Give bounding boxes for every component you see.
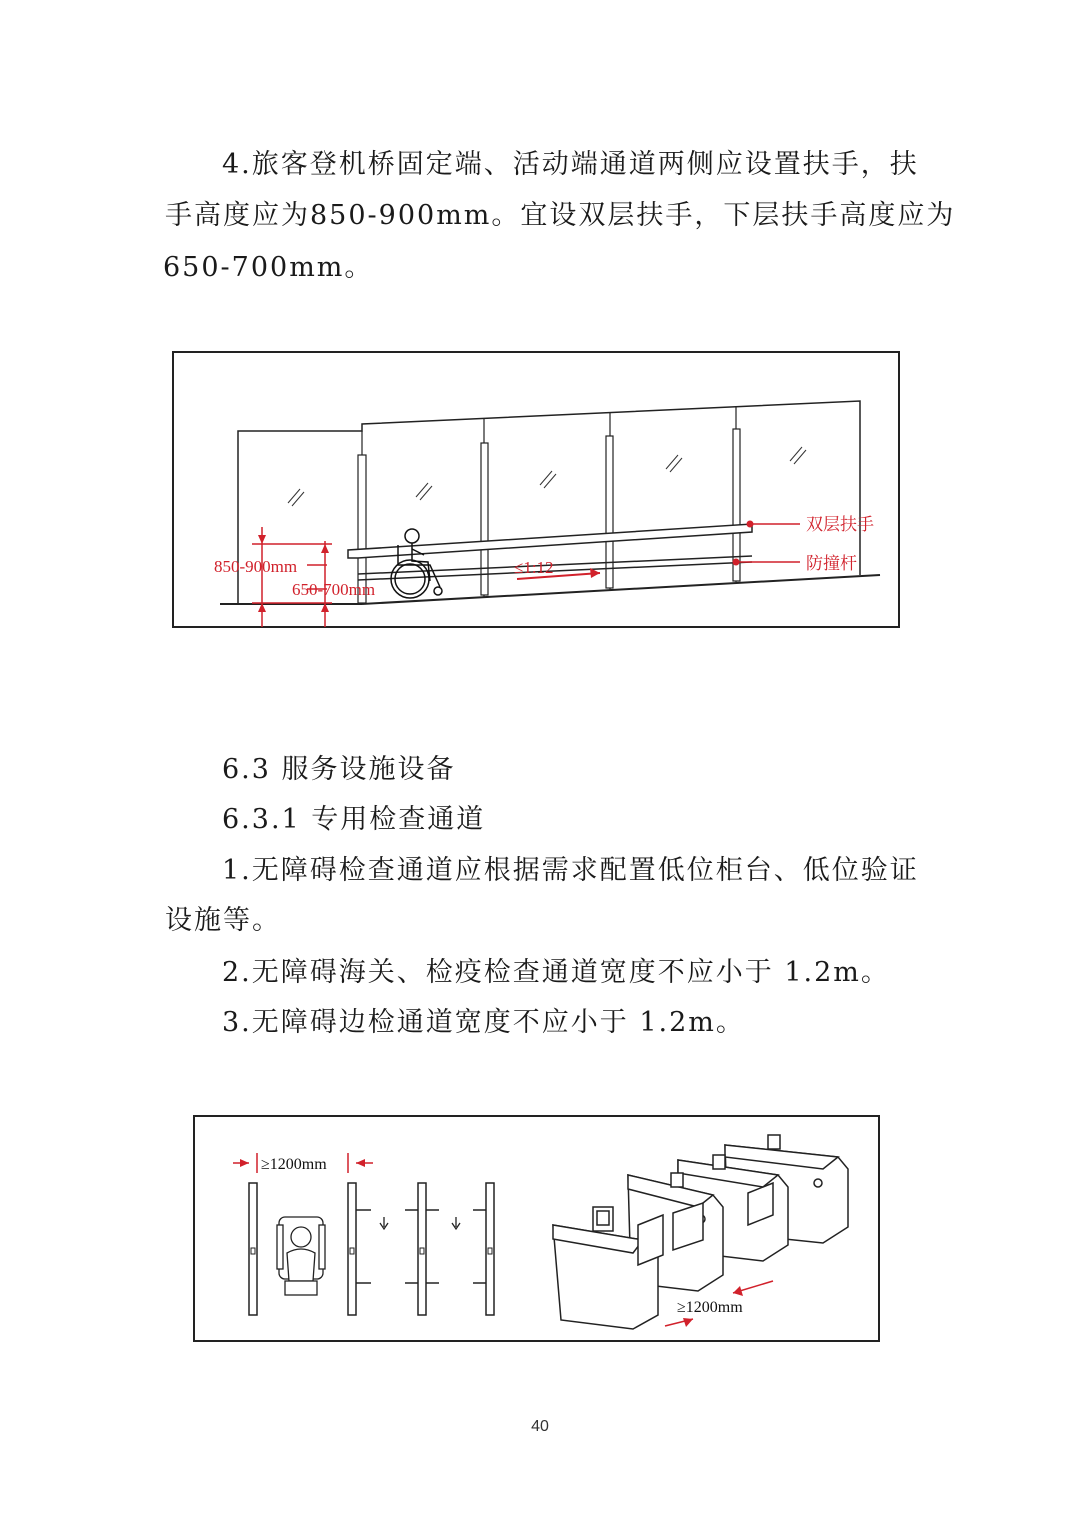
- item1-line2: 设施等。: [165, 905, 281, 936]
- figure-inspection-channel: [193, 1115, 880, 1342]
- callout-dot: [747, 521, 754, 528]
- item2: 2.无障碍海关、检疫检查通道宽度不应小于 1.2m。: [222, 957, 890, 988]
- section4-line2: 手高度应为850-900mm。宜设双层扶手，下层扶手高度应为: [165, 200, 956, 231]
- slope-label: ≤1:12: [514, 558, 554, 577]
- lower-handrail-height-label: 650-700mm: [292, 580, 376, 599]
- section4-line3: 650-700mm。: [163, 252, 374, 283]
- callout-dot: [733, 559, 740, 566]
- subsection-heading: 6.3.1 专用检查通道: [222, 804, 486, 835]
- bumper-label: 防撞杆: [806, 554, 857, 573]
- item3: 3.无障碍边检通道宽度不应小于 1.2m。: [222, 1007, 745, 1038]
- page-number: 40: [531, 1418, 549, 1435]
- item1-line1: 1.无障碍检查通道应根据需求配置低位柜台、低位验证: [222, 855, 919, 886]
- figure-boarding-bridge-handrail: [172, 351, 900, 628]
- section-heading: 6.3 服务设施设备: [222, 754, 456, 785]
- inspection-channel-drawing: [193, 1115, 880, 1342]
- counter-width-label: ≥1200mm: [677, 1299, 743, 1316]
- section4-line1: 4.旅客登机桥固定端、活动端通道两侧应设置扶手，扶: [222, 149, 919, 180]
- upper-handrail-height-label: 850-900mm: [214, 557, 298, 576]
- figure-frame: [173, 352, 899, 627]
- plan-width-label: ≥1200mm: [261, 1156, 327, 1173]
- double-handrail-label: 双层扶手: [806, 515, 874, 534]
- handrail-elevation-drawing: [172, 351, 900, 628]
